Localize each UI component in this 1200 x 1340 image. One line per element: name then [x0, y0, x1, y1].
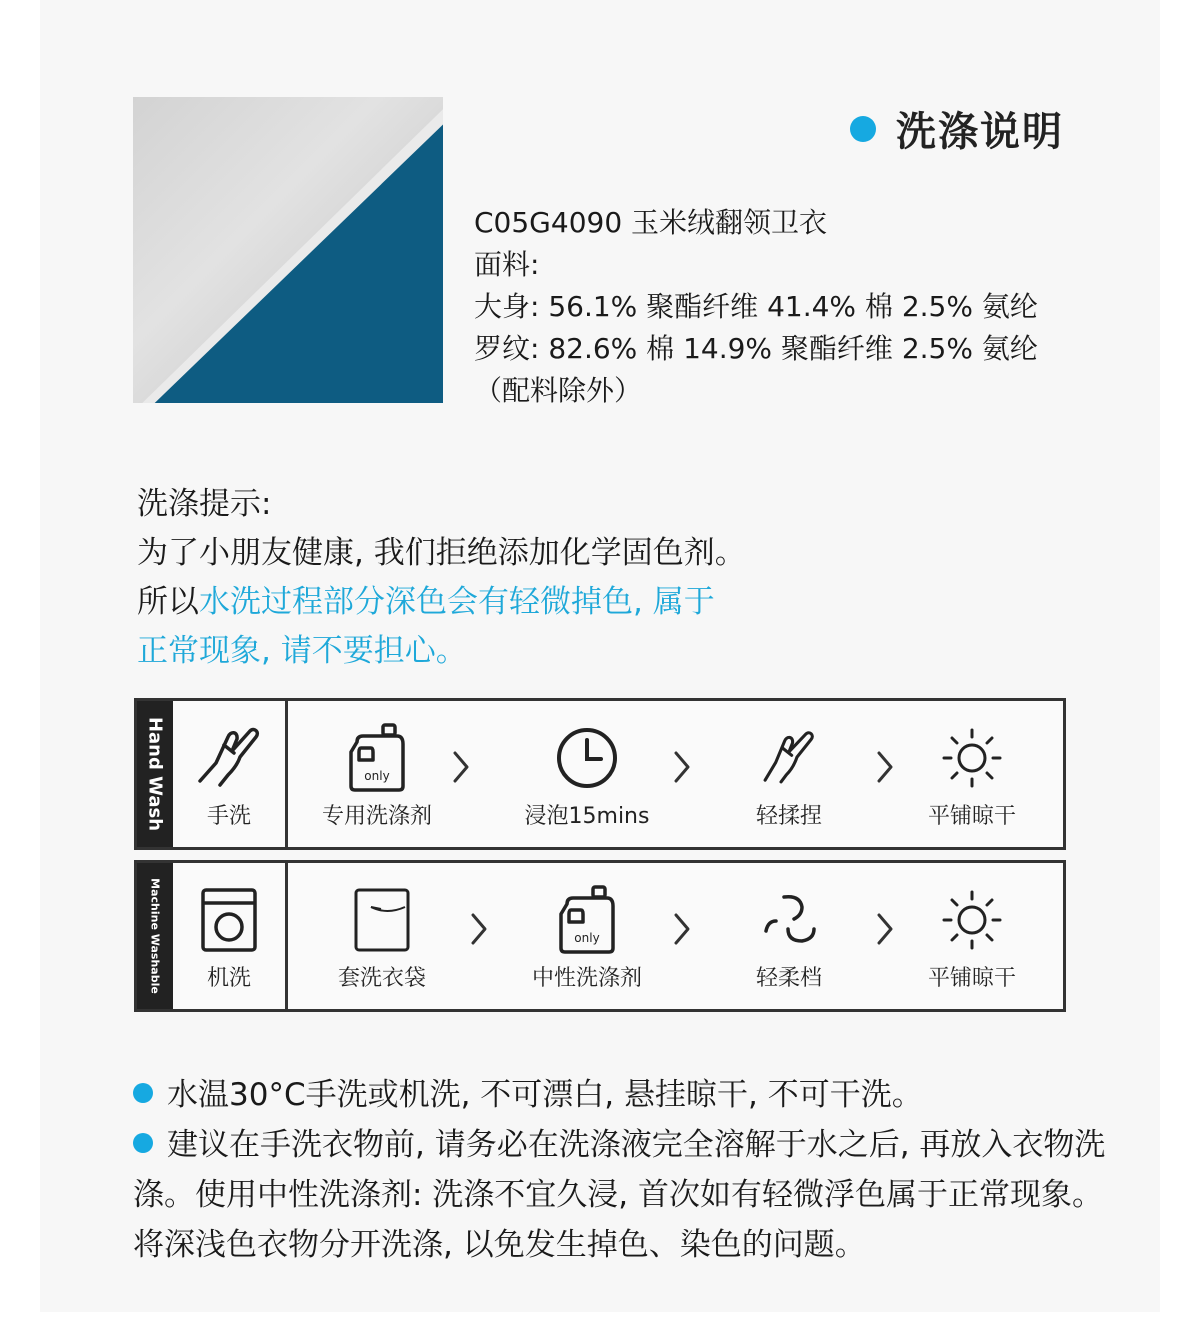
hand-wash-type-cell — [173, 701, 285, 847]
hand-step-dry-label: 平铺晾干 — [927, 804, 1016, 829]
machine-wash-table — [134, 860, 1066, 1012]
chevron-right-icon — [672, 747, 692, 787]
care-note-1 — [133, 1070, 1123, 1120]
detergent-only-icon — [557, 885, 617, 955]
fabric-rib-composition: 罗纹: 82.6% 棉 14.9% 聚酯纤维 2.5% 氨纶 — [474, 332, 1038, 365]
table-divider — [285, 701, 288, 847]
chevron-right-icon — [469, 909, 489, 949]
hand-step-soak-label: 浸泡15mins — [524, 804, 650, 829]
machine-wash-side-tab — [137, 863, 173, 1009]
machine-wash-side-label: Machine Washable — [148, 878, 162, 994]
product-name: C05G4090 玉米绒翻领卫衣 — [474, 206, 828, 239]
svg-text:only: only — [574, 931, 600, 945]
care-note-2 — [133, 1120, 1123, 1270]
fabric-body-composition: 大身: 56.1% 聚酯纤维 41.4% 棉 2.5% 氨纶 — [474, 290, 1038, 323]
washing-tips — [137, 480, 746, 676]
chevron-right-icon — [451, 747, 471, 787]
chevron-right-icon — [672, 909, 692, 949]
detergent-only-icon — [347, 723, 407, 793]
bullet-dot-icon — [133, 1083, 153, 1103]
tips-line-2-highlight: 水洗过程部分深色会有轻微掉色, 属于 — [199, 584, 715, 620]
table-divider — [285, 863, 288, 1009]
product-info — [474, 202, 1038, 412]
hand-step-dry — [892, 701, 1052, 847]
bullet-dot-icon — [133, 1133, 153, 1153]
page-title: 洗涤说明 — [896, 109, 1064, 155]
machine-step-detergent-label: 中性洗涤剂 — [531, 966, 642, 991]
svg-text:only: only — [364, 769, 390, 783]
hand-wash-icon — [194, 723, 264, 793]
tips-line-2-prefix: 所以 — [137, 584, 199, 620]
machine-step-bag — [302, 863, 462, 1009]
machine-step-dry — [892, 863, 1052, 1009]
machine-step-gentle — [709, 863, 869, 1009]
hand-wash-table — [134, 698, 1066, 850]
hand-step-rub-label: 轻揉捏 — [755, 804, 822, 829]
tips-line-2 — [137, 578, 746, 627]
hand-wash-side-tab — [137, 701, 173, 847]
clock-icon — [555, 723, 619, 793]
hand-rub-icon — [758, 723, 820, 793]
care-notes — [133, 1070, 1123, 1270]
machine-step-detergent — [507, 863, 667, 1009]
fabric-note: （配料除外） — [474, 374, 643, 407]
gentle-cycle-icon — [758, 885, 820, 955]
laundry-bag-icon — [353, 885, 411, 955]
sun-icon — [941, 723, 1003, 793]
care-note-2-text: 建议在手洗衣物前, 请务必在洗涤液完全溶解于水之后, 再放入衣物洗涤。使用中性洗涤剂: 洗涤不宜久浸, 首次如有轻微浮色属于正常现象。将深浅色衣物分开洗涤, 以免发生掉色、染色的问题。 — [133, 1127, 1106, 1263]
fabric-label: 面料: — [474, 248, 540, 281]
hand-step-soak — [507, 701, 667, 847]
machine-wash-type-cell — [173, 863, 285, 1009]
hand-wash-type-label: 手洗 — [206, 804, 251, 829]
fabric-swatch-image — [133, 97, 443, 403]
tips-line-3: 正常现象, 请不要担心。 — [137, 633, 467, 669]
tips-title: 洗涤提示: — [137, 486, 272, 522]
machine-step-bag-label: 套洗衣袋 — [337, 966, 426, 991]
tips-line-1: 为了小朋友健康, 我们拒绝添加化学固色剂。 — [137, 535, 746, 571]
hand-wash-side-label: Hand Wash — [144, 716, 166, 832]
machine-step-gentle-label: 轻柔档 — [755, 966, 822, 991]
section-heading — [850, 100, 1064, 157]
washing-machine-icon — [200, 885, 258, 955]
hand-step-detergent-label: 专用洗涤剂 — [321, 804, 432, 829]
hand-step-detergent — [297, 701, 457, 847]
hand-step-rub — [709, 701, 869, 847]
machine-wash-type-label: 机洗 — [206, 966, 251, 991]
bullet-dot-icon — [850, 116, 876, 142]
care-note-1-text: 水温30°C手洗或机洗, 不可漂白, 悬挂晾干, 不可干洗。 — [167, 1077, 923, 1113]
machine-step-dry-label: 平铺晾干 — [927, 966, 1016, 991]
sun-icon — [941, 885, 1003, 955]
